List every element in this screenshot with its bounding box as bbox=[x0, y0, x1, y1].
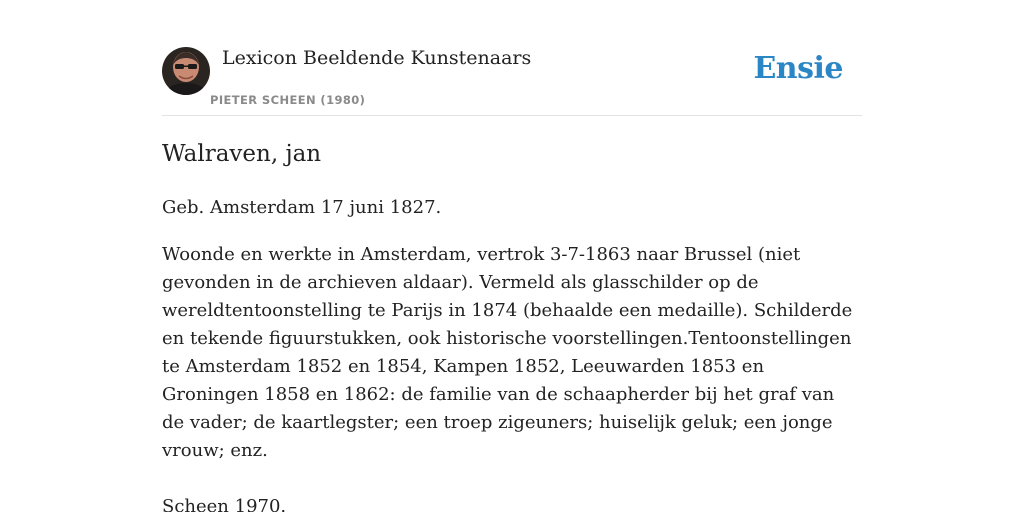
author-name[interactable]: PIETER SCHEEN (1980) bbox=[210, 93, 366, 107]
author-avatar[interactable] bbox=[162, 47, 210, 95]
article-title: Walraven, jan bbox=[162, 141, 322, 167]
source-reference: Scheen 1970. bbox=[162, 496, 287, 512]
article-body: Woonde en werkte in Amsterdam, vertrok 3-7-1863 naar Brussel (niet gevonden in de archieven aldaar). Vermeld als glasschilder op de wereldtentoonstelling te Parijs in 1874 (behaalde een medaille). Schilderde en tekende figuurstukken, ook historische voorstellingen.Tentoonstellingen te Amsterdam 1852 en 1854, Kampen 1852, Leeuwarden 1853 en Groningen 1858 en 1862: de familie van de schaapherder bij het graf van de vader; de kaartlegster; een troep zigeuners; huiselijk geluk; een jonge vrouw; enz. bbox=[162, 244, 853, 461]
author-portrait-icon bbox=[162, 47, 210, 95]
article bbox=[162, 138, 862, 512]
page-header bbox=[162, 46, 862, 116]
birth-info: Geb. Amsterdam 17 juni 1827. bbox=[162, 197, 442, 218]
brand-logo[interactable]: Ensie bbox=[753, 51, 843, 86]
publication-title[interactable]: Lexicon Beeldende Kunstenaars bbox=[222, 47, 532, 69]
